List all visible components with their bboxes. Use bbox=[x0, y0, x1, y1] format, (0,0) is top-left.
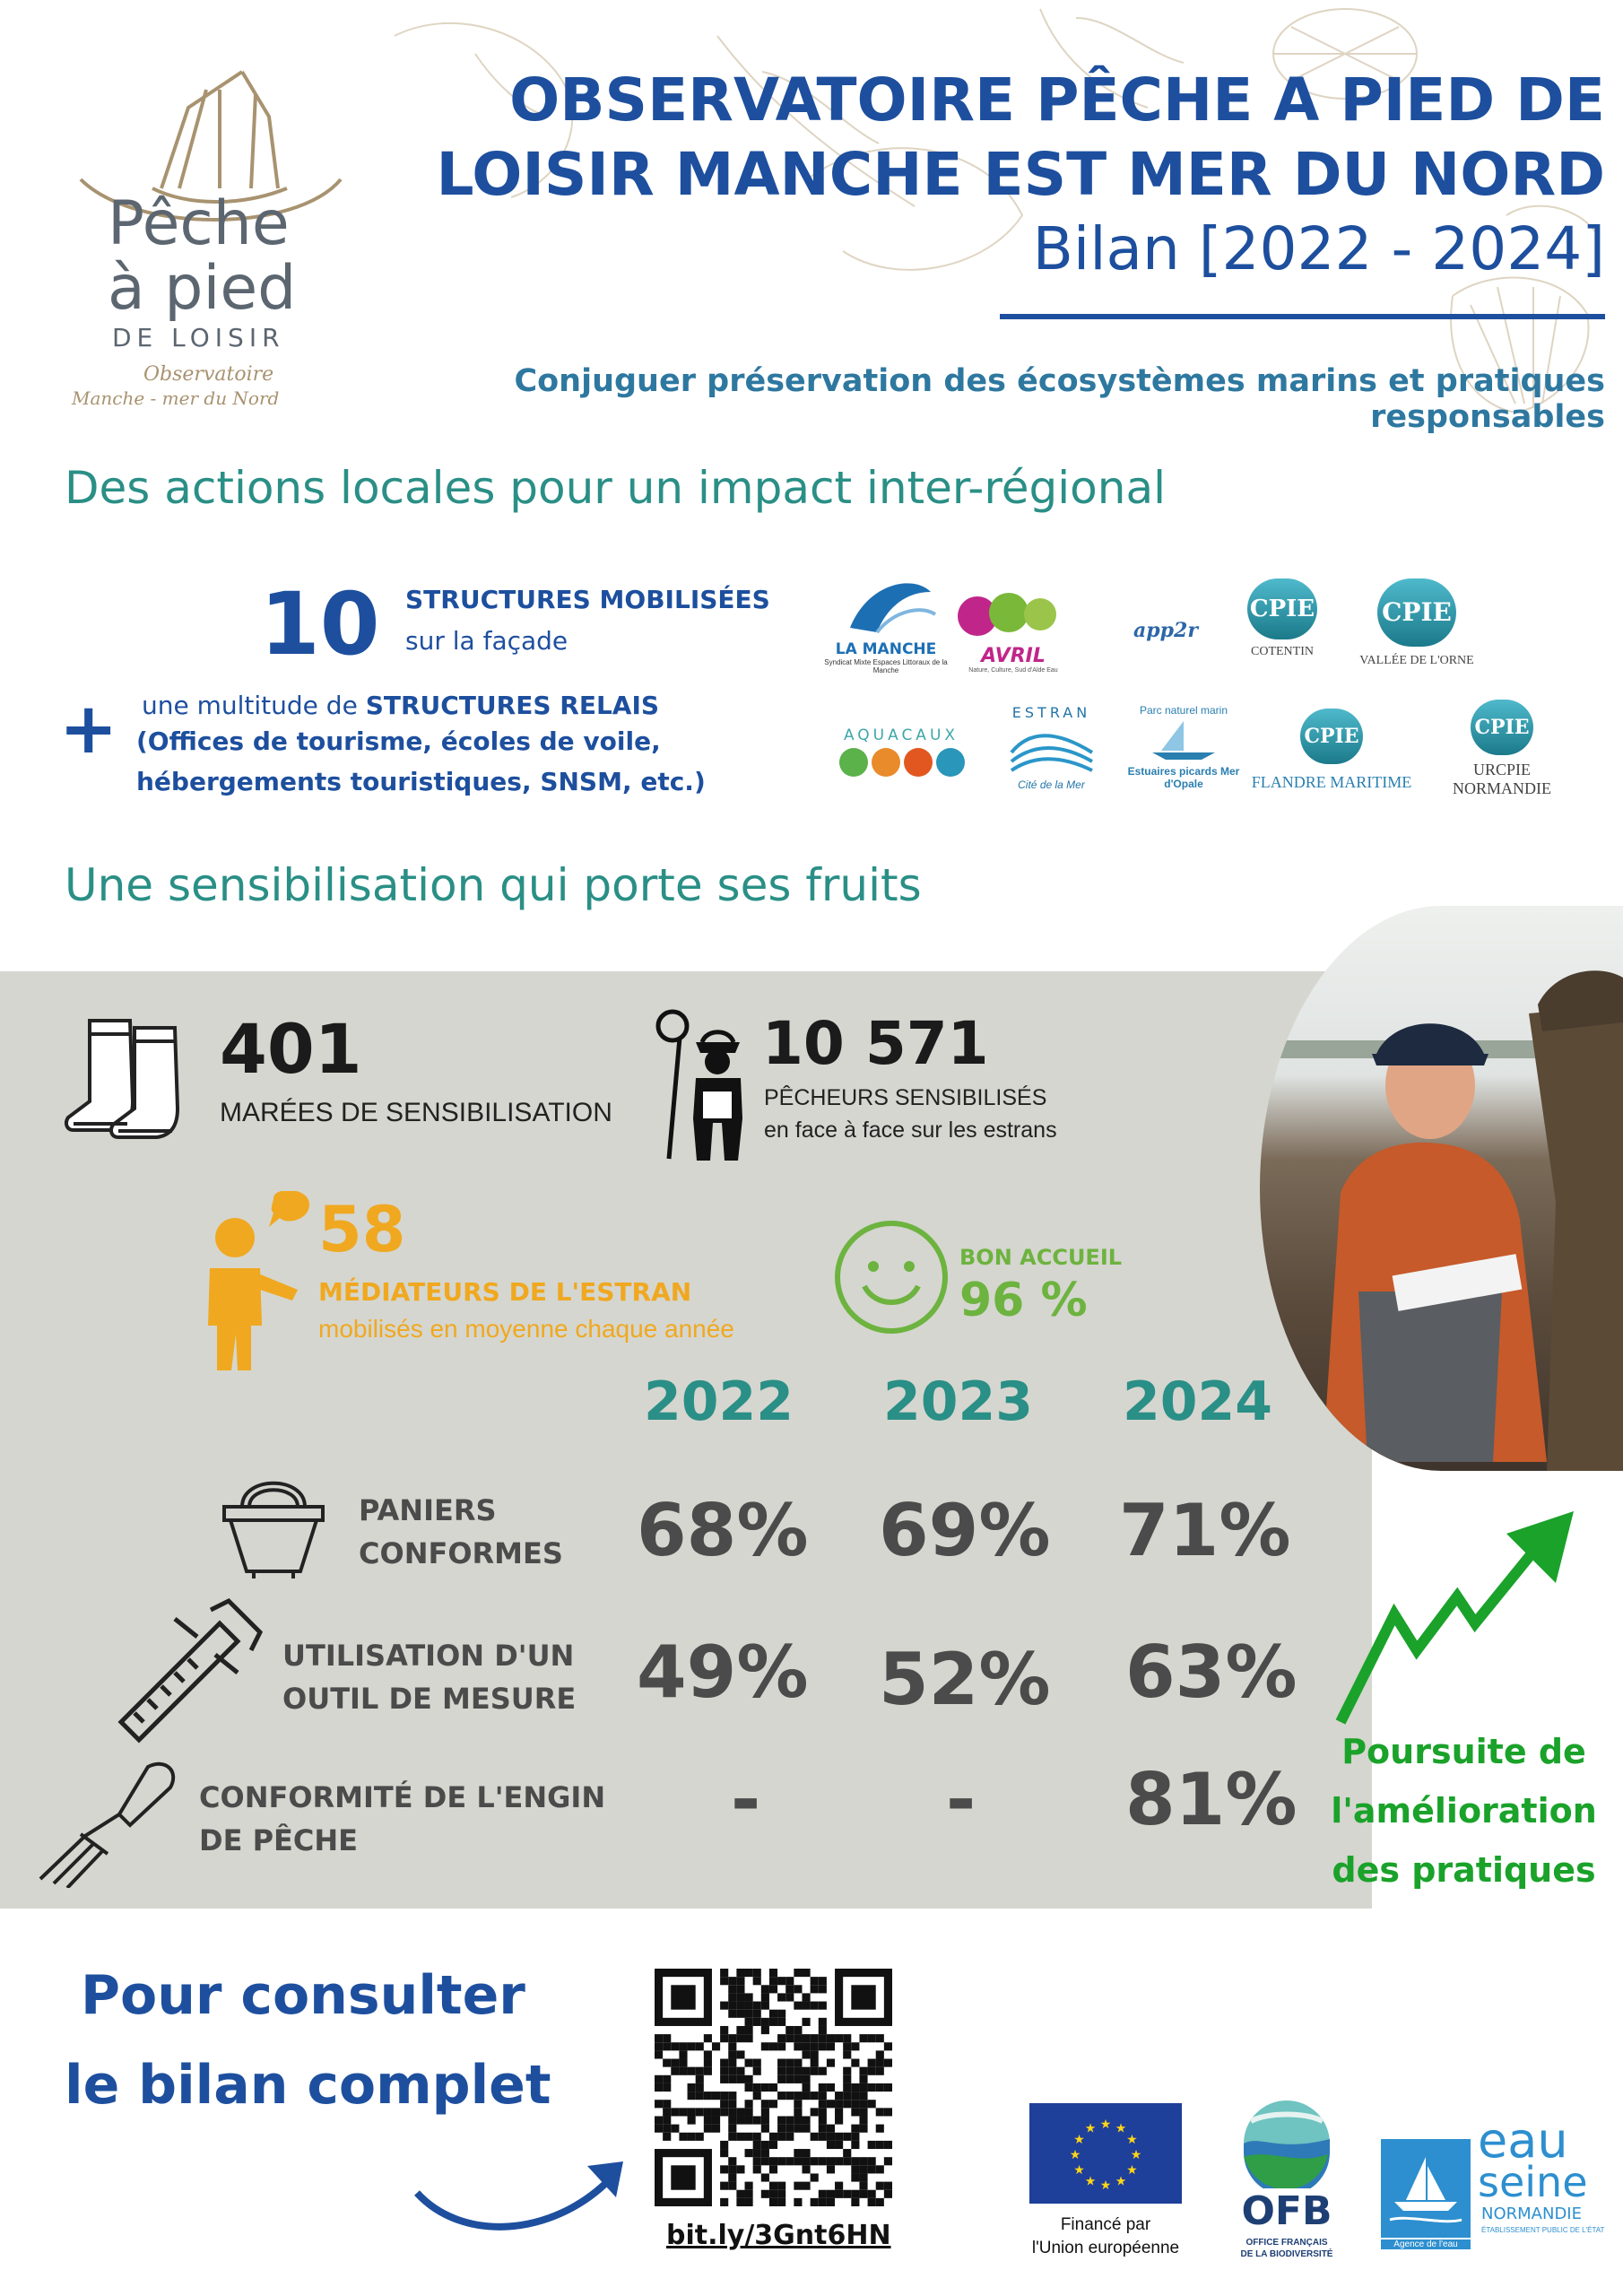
eu-star-icon: ★ bbox=[1084, 2121, 1097, 2136]
mediators-count: 58 bbox=[318, 1193, 406, 1266]
relay-structures-text bbox=[142, 686, 659, 726]
eu-star-icon: ★ bbox=[1126, 2133, 1138, 2147]
baskets-2022: 68% bbox=[637, 1489, 809, 1572]
row-baskets-label bbox=[359, 1489, 563, 1575]
plus-icon: + bbox=[59, 689, 118, 770]
year-2024: 2024 bbox=[1123, 1370, 1272, 1433]
row-gear-label-line1: CONFORMITÉ DE L'ENGIN bbox=[199, 1780, 606, 1814]
logo-title-line2: à pied bbox=[108, 253, 297, 324]
parc-marin-sublabel: Estuaires picards Mer d'Opale bbox=[1127, 765, 1240, 790]
ofb-sublabel1: OFFICE FRANÇAIS bbox=[1245, 2238, 1328, 2248]
cta-line1: Pour consulter bbox=[81, 1964, 525, 2027]
baskets-2024: 71% bbox=[1119, 1489, 1291, 1572]
partner-logo-cpie-flandre bbox=[1242, 709, 1421, 807]
cpie-cotentin-label: COTENTIN bbox=[1251, 645, 1314, 658]
tides-count: 401 bbox=[220, 1009, 362, 1089]
estran-wave-icon bbox=[1007, 721, 1097, 775]
relay-examples-line1: (Offices de tourisme, écoles de voile, bbox=[136, 726, 661, 756]
ofb-label: OFB bbox=[1241, 2188, 1332, 2234]
urcpie-badge: CPIE bbox=[1471, 700, 1533, 755]
peche-a-pied-logo bbox=[63, 54, 350, 422]
avril-flower-icon bbox=[955, 587, 1072, 641]
structures-label: STRUCTURES MOBILISÉES bbox=[405, 585, 770, 614]
partner-logo-appr bbox=[1112, 596, 1219, 659]
trend-caption-line2: l'amélioration bbox=[1331, 1791, 1597, 1831]
mediator-photo bbox=[1260, 906, 1623, 1471]
welcome-label: BON ACCUEIL bbox=[959, 1245, 1123, 1270]
caliper-icon bbox=[112, 1596, 269, 1744]
eu-caption-line2: l'Union européenne bbox=[1031, 2239, 1180, 2257]
fishers-label: PÊCHEURS SENSIBILISÉS bbox=[764, 1085, 1047, 1110]
page-title-line2: LOISIR MANCHE EST MER DU NORD bbox=[436, 140, 1605, 209]
cpie-flandre-label: FLANDRE MARITIME bbox=[1251, 773, 1412, 791]
page-title-line1: OBSERVATOIRE PÊCHE A PIED DE bbox=[509, 65, 1605, 135]
short-link[interactable]: bit.ly/3Gnt6HN bbox=[666, 2220, 891, 2251]
urcpie-region: NORMANDIE bbox=[1453, 779, 1551, 797]
cpie-orne-badge: CPIE bbox=[1377, 578, 1456, 647]
row-measure-label-line1: UTILISATION D'UN bbox=[282, 1639, 575, 1673]
cpie-flandre-badge: CPIE bbox=[1300, 709, 1363, 764]
eu-star-icon: ★ bbox=[1099, 2118, 1112, 2132]
baskets-2023: 69% bbox=[879, 1489, 1051, 1572]
ofb-logo-circle-icon bbox=[1242, 2099, 1332, 2188]
aquacaux-circles-icon bbox=[825, 744, 977, 780]
partner-logo-cpie-orne bbox=[1350, 578, 1484, 682]
eu-star-icon: ★ bbox=[1069, 2148, 1081, 2162]
trend-caption bbox=[1318, 1722, 1610, 1900]
boots-icon bbox=[63, 1012, 206, 1146]
eu-stars-icon bbox=[1029, 2103, 1182, 2204]
partner-logo-urcpie bbox=[1439, 700, 1565, 812]
row-gear-label-line2: DE PÊCHE bbox=[199, 1823, 358, 1857]
fishers-count: 10 571 bbox=[762, 1009, 989, 1078]
logo-observatoire: Observatoire bbox=[143, 363, 274, 386]
eu-caption-line1: Financé par bbox=[1060, 2215, 1151, 2234]
eu-flag bbox=[1029, 2103, 1182, 2204]
eu-star-icon: ★ bbox=[1099, 2179, 1112, 2193]
cpie-orne-label: VALLÉE DE L'ORNE bbox=[1359, 654, 1474, 667]
measure-2022: 49% bbox=[637, 1631, 809, 1714]
eu-star-icon: ★ bbox=[1084, 2174, 1097, 2189]
section-heading-awareness: Une sensibilisation qui porte ses fruits bbox=[65, 859, 922, 911]
urcpie-label: URCPIE bbox=[1472, 761, 1531, 778]
smiley-icon bbox=[832, 1218, 950, 1336]
eu-star-icon: ★ bbox=[1073, 2163, 1085, 2178]
page-title-line3: Bilan [2022 - 2024] bbox=[1032, 214, 1605, 283]
appr-label: app2r bbox=[1133, 619, 1198, 642]
eau-seine-logo-box bbox=[1381, 2139, 1471, 2238]
normandie-label: NORMANDIE bbox=[1481, 2205, 1582, 2223]
basket-icon bbox=[220, 1471, 327, 1578]
partner-logo-la-manche bbox=[823, 574, 949, 682]
fork-tool-icon bbox=[31, 1753, 184, 1888]
trend-caption-line1: Poursuite de bbox=[1341, 1732, 1586, 1771]
logo-title-line1: Pêche bbox=[108, 188, 290, 259]
eu-star-icon: ★ bbox=[1115, 2174, 1127, 2189]
structures-sublabel: sur la façade bbox=[405, 626, 568, 656]
section-heading-actions: Des actions locales pour un impact inter-régional bbox=[65, 462, 1166, 514]
relay-examples-line2: hébergements touristiques, SNSM, etc.) bbox=[136, 767, 706, 796]
year-2022: 2022 bbox=[644, 1370, 794, 1433]
ofb-sublabel2: DE LA BIODIVERSITÉ bbox=[1240, 2249, 1333, 2259]
eau-seine-sublabel: Agence de l'eau bbox=[1381, 2239, 1471, 2249]
qr-code-pattern-icon bbox=[655, 1969, 892, 2206]
partner-logo-cpie-cotentin bbox=[1233, 578, 1332, 677]
relay-bold: STRUCTURES RELAIS bbox=[365, 691, 660, 720]
page-subtitle: Conjuguer préservation des écosystèmes marins et pratiques responsables bbox=[514, 363, 1605, 435]
estran-sublabel: Cité de la Mer bbox=[1018, 778, 1085, 791]
row-baskets-label-line1: PANIERS bbox=[359, 1493, 497, 1527]
avril-sublabel: Nature, Culture, Sud d'Alde Eau bbox=[968, 667, 1058, 674]
trend-caption-line3: des pratiques bbox=[1332, 1850, 1596, 1890]
row-measure-label-line2: OUTIL DE MESURE bbox=[282, 1682, 577, 1716]
year-2023: 2023 bbox=[883, 1370, 1033, 1433]
row-baskets-label-line2: CONFORMES bbox=[359, 1536, 563, 1570]
logo-region: Manche - mer du Nord bbox=[72, 387, 280, 409]
upward-trend-arrow-icon bbox=[1332, 1507, 1583, 1731]
title-underline bbox=[1000, 314, 1605, 319]
la-manche-wave-icon bbox=[823, 574, 949, 637]
estran-label: ESTRAN bbox=[1011, 704, 1091, 721]
curved-arrow-icon bbox=[408, 2139, 632, 2238]
structures-count: 10 bbox=[260, 574, 380, 674]
gear-2024: 81% bbox=[1125, 1758, 1298, 1841]
eu-star-icon: ★ bbox=[1130, 2148, 1142, 2162]
gear-2023: - bbox=[946, 1758, 976, 1841]
eu-star-icon: ★ bbox=[1115, 2121, 1127, 2136]
cta-line2: le bilan complet bbox=[65, 2054, 551, 2117]
mediators-sublabel: mobilisés en moyenne chaque année bbox=[318, 1315, 734, 1343]
qr-code[interactable] bbox=[655, 1969, 892, 2206]
aquacaux-label: AQUACAUX bbox=[843, 726, 959, 744]
la-manche-label: LA MANCHE bbox=[835, 640, 937, 658]
welcome-percentage: 96 % bbox=[959, 1274, 1088, 1327]
la-manche-sublabel: Syndicat Mixte Espaces Littoraux de la Manche bbox=[824, 658, 948, 674]
mediators-label: MÉDIATEURS DE L'ESTRAN bbox=[318, 1277, 692, 1307]
gear-2022: - bbox=[731, 1758, 761, 1841]
row-gear-label bbox=[199, 1776, 605, 1862]
eau-label: eau bbox=[1478, 2112, 1568, 2169]
measure-2024: 63% bbox=[1125, 1631, 1298, 1714]
partner-logo-aquacaux bbox=[825, 726, 977, 798]
measure-2023: 52% bbox=[879, 1638, 1051, 1721]
avril-label: AVRIL bbox=[981, 645, 1046, 667]
eau-seine-boat-icon bbox=[1381, 2139, 1471, 2238]
partner-logo-avril bbox=[955, 587, 1072, 677]
eu-star-icon: ★ bbox=[1126, 2163, 1138, 2178]
partner-logo-estran bbox=[1000, 704, 1103, 803]
mediator-speaking-icon bbox=[197, 1191, 314, 1370]
row-measure-label bbox=[282, 1634, 576, 1720]
eu-star-icon: ★ bbox=[1073, 2133, 1085, 2147]
logo-subtitle: DE LOISIR bbox=[112, 323, 285, 352]
fisher-with-net-icon bbox=[653, 1006, 751, 1163]
person-silhouette-icon bbox=[1260, 906, 1623, 1471]
parc-marin-boat-icon bbox=[1139, 717, 1228, 761]
partner-logo-parc-marin bbox=[1125, 704, 1242, 807]
cpie-cotentin-badge: CPIE bbox=[1247, 578, 1317, 639]
fishers-sublabel: en face à face sur les estrans bbox=[764, 1118, 1057, 1143]
seine-label: seine bbox=[1478, 2158, 1588, 2206]
relay-prefix: une multitude de bbox=[142, 691, 366, 720]
eau-seine-status: ÉTABLISSEMENT PUBLIC DE L'ÉTAT bbox=[1481, 2226, 1605, 2234]
parc-marin-label: Parc naturel marin bbox=[1139, 704, 1228, 717]
tides-label: MARÉES DE SENSIBILISATION bbox=[220, 1098, 612, 1127]
